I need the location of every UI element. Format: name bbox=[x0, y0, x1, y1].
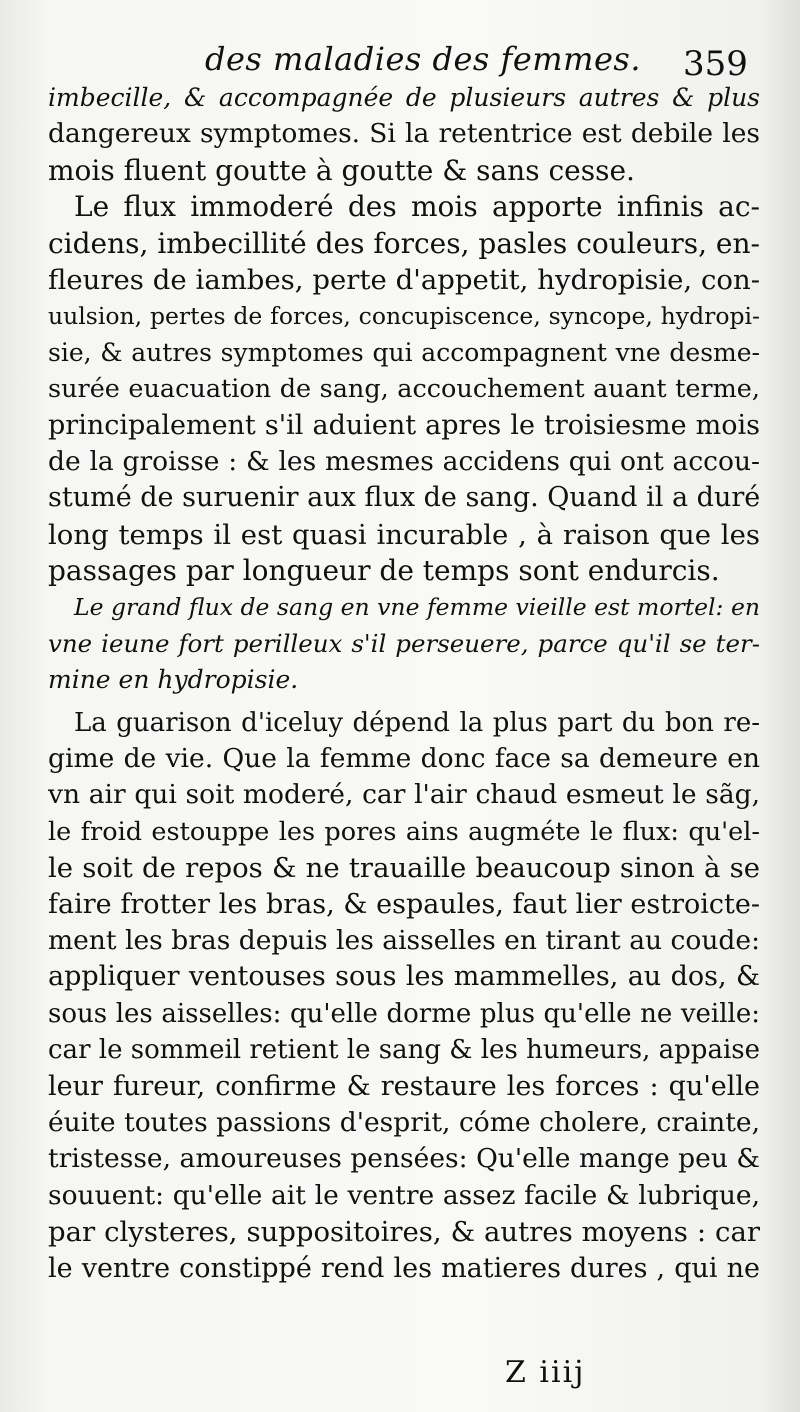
text-line: sie, & autres symptomes qui accompagnent vne desme- bbox=[48, 337, 760, 367]
page-number: 359 bbox=[683, 44, 748, 84]
page-body bbox=[48, 80, 760, 1287]
text-line: mois fluent goutte à goutte & sans cesse. bbox=[48, 153, 635, 187]
text-line: uulsion, pertes de forces, concupiscence, syncope, hydropi- bbox=[48, 302, 760, 331]
text-line: La guarison d'iceluy dépend la plus part du bon re- bbox=[74, 707, 760, 738]
text-line: leur fureur, confirme & restaure les forces : qu'elle bbox=[48, 1070, 760, 1102]
text-line: le froid estouppe les pores ains augméte le flux: qu'el- bbox=[48, 816, 760, 847]
text-line: le ventre constippé rend les matieres dures , qui ne bbox=[48, 1252, 760, 1284]
text-line: gime de vie. Que la femme donc face sa demeure en bbox=[48, 743, 760, 775]
text-line: le soit de repos & ne trauaille beaucoup sinon à se bbox=[48, 852, 760, 885]
text-line: surée euacuation de sang, accouchement auant terme, bbox=[48, 374, 760, 405]
italic-note-line: vne ieune fort perilleux s'il perseuere, parce qu'il se ter- bbox=[48, 628, 760, 658]
text-line: imbecille, & accompagnée de plusieurs autres & plus bbox=[48, 83, 760, 112]
italic-note-line: mine en hydropisie. bbox=[48, 665, 299, 695]
text-line: faire frotter les bras, & espaules, faut lier estroicte- bbox=[48, 888, 760, 920]
text-line: tristesse, amoureuses pensées: Qu'elle mange peu & bbox=[48, 1143, 760, 1175]
text-line: appliquer ventouses sous les mammelles, au dos, & bbox=[48, 961, 760, 993]
running-title: des maladies des femmes. bbox=[205, 40, 642, 78]
signature-mark: Z iiij bbox=[505, 1355, 586, 1390]
text-line: souuent: qu'elle ait le ventre assez facile & lubrique, bbox=[48, 1179, 760, 1211]
text-line: fleures de iambes, perte d'appetit, hydropisie, con- bbox=[48, 263, 760, 296]
text-line: vn air qui soit moderé, car l'air chaud esmeut le sãg, bbox=[48, 779, 760, 811]
text-line: Le flux immoderé des mois apporte infinis ac- bbox=[74, 190, 760, 224]
italic-note-line: Le grand flux de sang en vne femme vieille est mortel: en bbox=[74, 593, 760, 622]
text-line: par clysteres, suppositoires, & autres moyens : car bbox=[48, 1216, 760, 1249]
text-line: sous les aisselles: qu'elle dorme plus qu'elle ne veille: bbox=[48, 998, 760, 1029]
text-line: dangereux symptomes. Si la retentrice est debile les bbox=[48, 118, 760, 150]
text-line: long temps il est quasi incurable , à raison que les bbox=[48, 518, 760, 551]
text-line: stumé de suruenir aux flux de sang. Quand il a duré bbox=[48, 482, 760, 514]
text-line: cidens, imbecillité des forces, pasles couleurs, en- bbox=[48, 226, 760, 260]
text-line: ment les bras depuis les aisselles en tirant au coude: bbox=[48, 924, 760, 956]
text-line: de la groisse : & les mesmes accidens qui ont accou- bbox=[48, 445, 760, 477]
text-line: passages par longueur de temps sont endurcis. bbox=[48, 554, 720, 588]
text-line: car le sommeil retient le sang & les humeurs, appaise bbox=[48, 1035, 760, 1066]
text-line: principalement s'il aduient apres le troisiesme mois bbox=[48, 409, 760, 441]
text-line: éuite toutes passions d'esprit, cóme cholere, crainte, bbox=[48, 1106, 760, 1138]
